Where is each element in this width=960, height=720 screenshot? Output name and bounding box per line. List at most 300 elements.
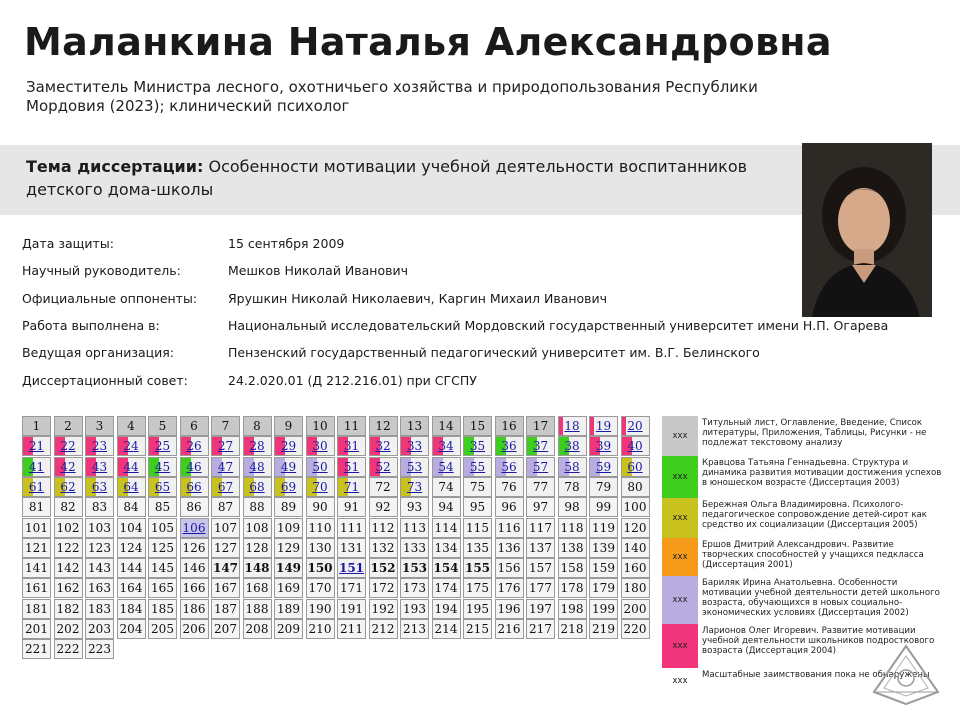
page-cell[interactable]	[54, 538, 83, 558]
page-cell[interactable]	[369, 619, 398, 639]
page-number: 73	[406, 479, 423, 494]
page-cell[interactable]	[211, 619, 240, 639]
page-cell[interactable]	[621, 436, 650, 456]
page-grid	[22, 416, 652, 700]
page-cell[interactable]	[85, 416, 114, 436]
page-cell[interactable]	[432, 497, 461, 517]
page-number: 158	[560, 561, 584, 576]
page-cell[interactable]	[117, 518, 146, 538]
page-cell[interactable]	[495, 599, 524, 619]
page-cell[interactable]	[243, 457, 272, 477]
legend-row	[662, 498, 946, 538]
page-number: 139	[592, 540, 615, 555]
page-cell[interactable]	[463, 518, 492, 538]
page-number: 39	[595, 439, 612, 454]
page-number: 103	[88, 520, 111, 535]
page-cell[interactable]	[369, 477, 398, 497]
page-cell[interactable]	[85, 436, 114, 456]
page-cell[interactable]	[495, 477, 524, 497]
page-cell[interactable]	[180, 457, 209, 477]
page-number: 166	[182, 581, 206, 596]
page-cell[interactable]	[306, 599, 335, 619]
page-cell[interactable]	[180, 558, 209, 578]
page-number: 80	[627, 479, 643, 494]
page-cell[interactable]	[558, 457, 587, 477]
dissertation-topic	[26, 155, 786, 201]
page-cell[interactable]	[54, 416, 83, 436]
page-cell[interactable]	[558, 619, 587, 639]
page-cell[interactable]	[337, 578, 366, 598]
page-cell[interactable]	[22, 619, 51, 639]
page-number: 6	[190, 419, 198, 433]
page-cell[interactable]	[274, 436, 303, 456]
page-number: 22	[60, 439, 76, 454]
legend-text: Ершов Дмитрий Александрович. Развитие творческих способностей у учащихся педкласса (Диссертация 2001)	[702, 540, 924, 570]
detail-label: Официальные оппоненты:	[22, 290, 198, 306]
page-cell[interactable]	[558, 538, 587, 558]
page-cell[interactable]	[463, 416, 492, 436]
page-cell[interactable]	[274, 619, 303, 639]
page-cell[interactable]	[400, 599, 429, 619]
page-number: 29	[280, 439, 297, 454]
page-cell[interactable]	[337, 416, 366, 436]
page-number: 85	[154, 500, 171, 515]
page-cell[interactable]	[400, 538, 429, 558]
page-cell[interactable]	[274, 578, 303, 598]
page-cell[interactable]	[22, 457, 51, 477]
page-number: 75	[469, 479, 486, 494]
page-cell[interactable]	[589, 538, 618, 558]
page-cell[interactable]	[589, 436, 618, 456]
page-cell[interactable]	[54, 558, 83, 578]
page-cell[interactable]	[558, 497, 587, 517]
page-cell[interactable]	[180, 436, 209, 456]
page-cell[interactable]	[369, 538, 398, 558]
page-number: 109	[277, 520, 300, 535]
page-number: 181	[25, 601, 48, 616]
page-cell[interactable]	[526, 436, 555, 456]
page-cell[interactable]	[306, 518, 335, 538]
page-cell[interactable]	[211, 538, 240, 558]
page-cell[interactable]	[432, 558, 461, 578]
page-cell[interactable]	[22, 416, 51, 436]
page-cell[interactable]	[306, 416, 335, 436]
page-cell[interactable]	[495, 558, 524, 578]
page-cell[interactable]	[558, 578, 587, 598]
page-cell[interactable]	[463, 599, 492, 619]
page-cell[interactable]	[558, 436, 587, 456]
page-number: 216	[497, 622, 521, 636]
page-cell[interactable]	[621, 477, 650, 497]
page-cell[interactable]	[495, 436, 524, 456]
page-cell[interactable]	[274, 599, 303, 619]
page-cell[interactable]	[526, 619, 555, 639]
page-cell[interactable]	[369, 416, 398, 436]
page-cell[interactable]	[211, 497, 240, 517]
page-cell[interactable]	[337, 457, 366, 477]
page-cell[interactable]	[526, 477, 555, 497]
page-cell[interactable]	[369, 518, 398, 538]
page-number: 177	[529, 581, 552, 596]
page-cell[interactable]	[22, 436, 51, 456]
page-number: 2	[64, 419, 72, 433]
page-cell[interactable]	[400, 578, 429, 598]
page-cell[interactable]	[463, 578, 492, 598]
page-cell[interactable]	[526, 538, 555, 558]
page-cell[interactable]	[54, 619, 83, 639]
page-cell[interactable]	[22, 578, 51, 598]
page-number: 142	[56, 561, 80, 576]
page-cell[interactable]	[400, 416, 429, 436]
page-cell[interactable]	[400, 619, 429, 639]
page-cell[interactable]	[22, 558, 51, 578]
page-cell[interactable]	[22, 599, 51, 619]
page-cell[interactable]	[558, 477, 587, 497]
page-number: 187	[214, 601, 237, 616]
page-cell[interactable]	[148, 599, 177, 619]
page-cell[interactable]	[589, 518, 618, 538]
page-cell[interactable]	[148, 457, 177, 477]
page-number: 17	[532, 419, 549, 433]
page-cell[interactable]	[117, 538, 146, 558]
page-cell[interactable]	[621, 457, 650, 477]
page-cell[interactable]	[400, 477, 429, 497]
page-cell[interactable]	[148, 436, 177, 456]
page-number: 182	[56, 601, 80, 616]
page-cell[interactable]	[337, 619, 366, 639]
page-number: 69	[280, 479, 297, 494]
page-number: 90	[312, 500, 328, 515]
page-cell[interactable]	[306, 538, 335, 558]
page-cell[interactable]	[85, 538, 114, 558]
person-position: Заместитель Министра лесного, охотничьего хозяйства и природопользования Республики Мордовия (2023); клинический психолог	[26, 78, 758, 115]
legend-swatch: xxx	[662, 576, 698, 624]
page-cell[interactable]	[589, 457, 618, 477]
page-cell[interactable]	[54, 578, 83, 598]
page-number: 160	[623, 561, 647, 576]
page-cell[interactable]	[243, 538, 272, 558]
page-cell[interactable]	[621, 416, 650, 436]
dissernet-logo-icon	[870, 640, 942, 712]
page-cell[interactable]	[148, 497, 177, 517]
page-cell[interactable]	[22, 538, 51, 558]
page-cell[interactable]	[432, 538, 461, 558]
page-cell[interactable]	[85, 497, 114, 517]
page-cell[interactable]	[211, 436, 240, 456]
page-cell[interactable]	[54, 599, 83, 619]
page-cell[interactable]	[495, 416, 524, 436]
legend-swatch: xxx	[662, 416, 698, 456]
page-mark	[559, 417, 563, 435]
page-cell[interactable]	[85, 619, 114, 639]
page-number: 23	[91, 439, 108, 454]
page-cell[interactable]	[85, 639, 114, 659]
page-cell[interactable]	[180, 477, 209, 497]
page-number: 64	[123, 479, 139, 494]
page-cell[interactable]	[337, 538, 366, 558]
page-cell[interactable]	[180, 619, 209, 639]
page-cell[interactable]	[274, 558, 303, 578]
page-number: 150	[307, 561, 333, 576]
topic-text: Особенности мотивации учебной деятельности воспитанников детского дома-школы	[26, 157, 748, 199]
page-number: 36	[501, 439, 517, 454]
legend-text: Бариляк Ирина Анатольевна. Особенности мотивации учебной деятельности детей школьного возраста, обучающихся в новых социально-экономических условиях (Диссертация 2002)	[702, 578, 940, 618]
page-cell[interactable]	[463, 619, 492, 639]
page-cell[interactable]	[306, 477, 335, 497]
page-cell[interactable]	[117, 599, 146, 619]
page-cell[interactable]	[337, 518, 366, 538]
page-cell[interactable]	[148, 518, 177, 538]
page-cell[interactable]	[463, 538, 492, 558]
page-number: 57	[532, 459, 549, 474]
page-number: 91	[343, 500, 360, 515]
page-number: 164	[119, 581, 143, 596]
page-cell[interactable]	[432, 619, 461, 639]
page-cell[interactable]	[400, 518, 429, 538]
page-number: 146	[182, 561, 206, 576]
page-cell[interactable]	[369, 599, 398, 619]
page-cell[interactable]	[274, 457, 303, 477]
page-cell[interactable]	[180, 497, 209, 517]
page-number: 27	[217, 439, 234, 454]
page-mark	[590, 417, 594, 435]
page-cell[interactable]	[54, 436, 83, 456]
page-number: 76	[501, 479, 517, 494]
page-cell[interactable]	[337, 599, 366, 619]
page-cell[interactable]	[180, 578, 209, 598]
page-cell[interactable]	[589, 416, 618, 436]
page-cell[interactable]	[432, 416, 461, 436]
page-cell[interactable]	[148, 416, 177, 436]
page-cell[interactable]	[369, 497, 398, 517]
page-cell[interactable]	[85, 477, 114, 497]
page-cell[interactable]	[117, 497, 146, 517]
page-cell[interactable]	[526, 599, 555, 619]
page-cell[interactable]	[432, 477, 461, 497]
page-number: 52	[375, 459, 391, 474]
page-cell[interactable]	[243, 599, 272, 619]
page-cell[interactable]	[117, 619, 146, 639]
page-cell[interactable]	[495, 457, 524, 477]
page-cell[interactable]	[526, 416, 555, 436]
page-cell[interactable]	[243, 578, 272, 598]
page-number: 49	[280, 459, 297, 474]
page-number: 94	[438, 500, 454, 515]
page-cell[interactable]	[211, 416, 240, 436]
page-cell[interactable]	[211, 578, 240, 598]
page-cell[interactable]	[463, 477, 492, 497]
page-cell[interactable]	[495, 497, 524, 517]
page-number: 55	[469, 459, 486, 474]
page-cell[interactable]	[432, 436, 461, 456]
page-cell[interactable]	[526, 518, 555, 538]
page-number: 81	[28, 500, 45, 515]
page-cell[interactable]	[463, 497, 492, 517]
page-number: 107	[214, 520, 237, 535]
page-cell[interactable]	[148, 578, 177, 598]
page-cell[interactable]	[22, 639, 51, 659]
page-cell[interactable]	[306, 578, 335, 598]
page-cell[interactable]	[400, 436, 429, 456]
page-cell[interactable]	[337, 436, 366, 456]
page-cell[interactable]	[369, 558, 398, 578]
page-cell[interactable]	[22, 518, 51, 538]
page-cell[interactable]	[526, 457, 555, 477]
page-cell[interactable]	[117, 436, 146, 456]
page-number: 34	[438, 439, 454, 454]
page-cell[interactable]	[243, 619, 272, 639]
page-cell[interactable]	[148, 538, 177, 558]
page-cell[interactable]	[558, 558, 587, 578]
page-cell[interactable]	[54, 497, 83, 517]
page-number: 120	[623, 520, 647, 535]
page-number: 176	[497, 581, 521, 596]
legend-swatch: xxx	[662, 668, 698, 694]
page-cell[interactable]	[85, 518, 114, 538]
page-cell[interactable]	[117, 558, 146, 578]
page-cell[interactable]	[243, 436, 272, 456]
page-number: 43	[91, 459, 108, 474]
page-cell[interactable]	[400, 497, 429, 517]
page-number: 37	[532, 439, 549, 454]
page-cell[interactable]	[432, 599, 461, 619]
page-cell[interactable]	[589, 477, 618, 497]
page-cell[interactable]	[243, 518, 272, 538]
page-cell[interactable]	[463, 436, 492, 456]
page-cell[interactable]	[180, 416, 209, 436]
page-cell[interactable]	[117, 416, 146, 436]
page-cell[interactable]	[621, 538, 650, 558]
page-cell[interactable]	[337, 477, 366, 497]
page-cell[interactable]	[400, 457, 429, 477]
page-cell[interactable]	[117, 457, 146, 477]
page-cell[interactable]	[180, 599, 209, 619]
page-cell[interactable]	[211, 558, 240, 578]
page-cell[interactable]	[495, 578, 524, 598]
page-number: 207	[214, 622, 237, 636]
page-cell[interactable]	[369, 436, 398, 456]
page-cell[interactable]	[54, 457, 83, 477]
page-cell[interactable]	[211, 477, 240, 497]
page-cell[interactable]	[85, 578, 114, 598]
page-number: 197	[529, 601, 552, 616]
page-cell[interactable]	[558, 599, 587, 619]
page-number: 104	[119, 520, 143, 535]
page-cell[interactable]	[243, 416, 272, 436]
page-cell[interactable]	[54, 477, 83, 497]
page-cell[interactable]	[85, 558, 114, 578]
page-cell[interactable]	[274, 538, 303, 558]
page-cell[interactable]	[526, 558, 555, 578]
page-cell[interactable]	[621, 599, 650, 619]
page-cell[interactable]	[148, 477, 177, 497]
page-cell[interactable]	[54, 518, 83, 538]
page-cell[interactable]	[558, 416, 587, 436]
page-cell[interactable]	[211, 518, 240, 538]
page-cell[interactable]	[180, 518, 209, 538]
page-number: 222	[56, 642, 80, 657]
page-cell[interactable]	[432, 578, 461, 598]
page-number: 95	[469, 500, 486, 515]
page-number: 134	[434, 540, 458, 555]
page-cell[interactable]	[306, 497, 335, 517]
page-cell[interactable]	[85, 457, 114, 477]
legend-swatch: xxx	[662, 538, 698, 576]
page-cell[interactable]	[589, 619, 618, 639]
page-cell[interactable]	[463, 457, 492, 477]
page-cell[interactable]	[621, 518, 650, 538]
page-cell[interactable]	[495, 518, 524, 538]
page-number: 217	[529, 622, 552, 636]
page-cell[interactable]	[369, 578, 398, 598]
page-cell[interactable]	[211, 457, 240, 477]
page-cell[interactable]	[22, 497, 51, 517]
legend-text: Бережная Ольга Владимировна. Психолого-педагогическое сопровождение детей-сирот как средство их социализации (Диссертация 2005)	[702, 500, 927, 530]
page-cell[interactable]	[400, 558, 429, 578]
page-number: 88	[249, 500, 265, 515]
page-number: 51	[343, 459, 360, 474]
page-cell[interactable]	[243, 558, 272, 578]
page-cell[interactable]	[621, 497, 650, 517]
page-cell[interactable]	[621, 619, 650, 639]
page-cell[interactable]	[432, 518, 461, 538]
page-cell[interactable]	[306, 619, 335, 639]
page-cell[interactable]	[337, 558, 366, 578]
page-cell[interactable]	[526, 497, 555, 517]
page-cell[interactable]	[22, 477, 51, 497]
page-cell[interactable]	[526, 578, 555, 598]
page-cell[interactable]	[495, 619, 524, 639]
page-cell[interactable]	[589, 599, 618, 619]
page-cell[interactable]	[369, 457, 398, 477]
page-cell[interactable]	[274, 477, 303, 497]
page-cell[interactable]	[117, 477, 146, 497]
page-cell[interactable]	[274, 497, 303, 517]
page-cell[interactable]	[54, 639, 83, 659]
page-cell[interactable]	[337, 497, 366, 517]
page-cell[interactable]	[306, 558, 335, 578]
page-cell[interactable]	[117, 578, 146, 598]
page-number: 117	[529, 520, 552, 535]
page-cell[interactable]	[589, 558, 618, 578]
page-cell[interactable]	[85, 599, 114, 619]
page-number: 200	[623, 601, 647, 616]
page-cell[interactable]	[558, 518, 587, 538]
page-number: 100	[623, 500, 647, 515]
page-cell[interactable]	[463, 558, 492, 578]
page-cell[interactable]	[180, 538, 209, 558]
page-number: 71	[343, 479, 360, 494]
page-number: 167	[214, 581, 237, 596]
page-cell[interactable]	[306, 457, 335, 477]
page-cell[interactable]	[306, 436, 335, 456]
page-cell[interactable]	[589, 578, 618, 598]
page-number: 173	[403, 581, 426, 596]
page-cell[interactable]	[243, 497, 272, 517]
page-cell[interactable]	[211, 599, 240, 619]
page-cell[interactable]	[495, 538, 524, 558]
page-cell[interactable]	[243, 477, 272, 497]
page-cell[interactable]	[274, 518, 303, 538]
page-cell[interactable]	[621, 578, 650, 598]
page-cell[interactable]	[148, 558, 177, 578]
page-cell[interactable]	[274, 416, 303, 436]
page-cell[interactable]	[148, 619, 177, 639]
page-cell[interactable]	[621, 558, 650, 578]
page-cell[interactable]	[589, 497, 618, 517]
page-cell[interactable]	[432, 457, 461, 477]
page-number: 209	[277, 622, 300, 636]
